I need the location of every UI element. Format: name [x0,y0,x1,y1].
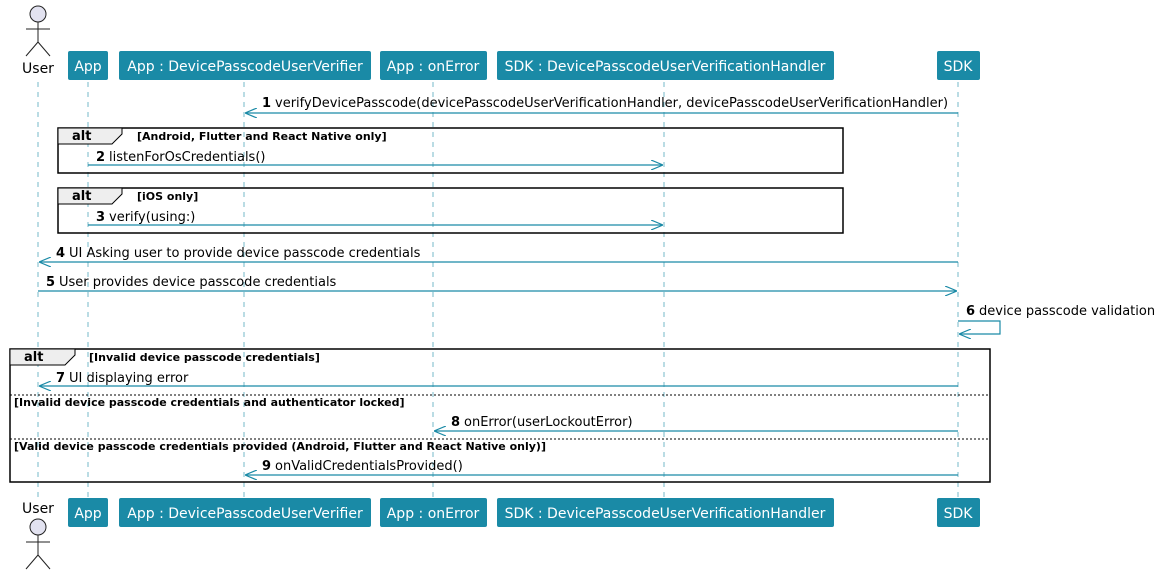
message-label-6: device passcode validation [979,304,1156,319]
participant-sdk-bottom [937,498,980,527]
actor-leg-left [26,42,38,56]
participant-label-onerror: App : onError [386,59,480,75]
else-condition: [Valid device passcode credentials provided (Android, Flutter and React Native only)] [14,440,546,453]
participant-label-sdk: SDK [943,59,973,75]
participant-label-app-bottom: App [74,506,102,522]
message-arrow-6 [958,321,1000,334]
messages [38,96,1155,475]
participant-app-top [68,51,108,80]
message-label-2: listenForOsCredentials() [109,150,266,165]
participant-onerror-top [380,51,487,80]
participant-handler-bottom [497,498,834,527]
message-label-4: UI Asking user to provide device passcode credentials [69,246,421,261]
actor-head [30,519,46,535]
participant-label-handler: SDK : DevicePasscodeUserVerificationHandler [504,59,826,75]
actor-leg-right [38,555,50,569]
message-number-6: 6 [966,304,976,319]
participant-label-user-bottom: User [22,501,54,517]
actor-leg-right [38,42,50,56]
message-label-7: UI displaying error [69,371,189,386]
participant-sdk-top [937,51,980,80]
participant-onerror-bottom [380,498,487,527]
participant-label-app: App [74,59,102,75]
message-number-3: 3 [96,210,106,225]
actor-user-bottom [22,501,54,569]
message-label-5: User provides device passcode credentials [59,275,337,290]
participant-label-sdk-bottom: SDK [943,506,973,522]
actor-head [30,6,46,22]
participant-verifier-bottom [119,498,371,527]
actor-leg-left [26,555,38,569]
message-label-1: verifyDevicePasscode(devicePasscodeUserVerificationHandler, devicePasscodeUserVerificationHandler) [275,96,949,111]
message-label-3: verify(using:) [109,210,196,225]
participants-top [22,6,980,80]
fragment-condition: [iOS only] [137,190,199,203]
message-number-8: 8 [451,415,461,430]
actor-user-top [22,6,54,77]
message-number-1: 1 [262,96,272,111]
else-condition: [Invalid device passcode credentials and authenticator locked] [14,396,405,409]
participant-label-handler-bottom: SDK : DevicePasscodeUserVerificationHandler [504,506,826,522]
message-number-9: 9 [262,459,272,474]
participants-bottom [22,498,980,569]
fragment-keyword: alt [24,350,44,365]
message-number-2: 2 [96,150,106,165]
message-label-9: onValidCredentialsProvided() [275,459,463,474]
participant-label-onerror-bottom: App : onError [386,506,480,522]
participant-label-user: User [22,61,54,77]
participant-handler-top [497,51,834,80]
message-number-4: 4 [56,246,66,261]
fragment-keyword: alt [72,129,92,144]
fragment-condition: [Android, Flutter and React Native only] [137,130,387,143]
fragment-condition: [Invalid device passcode credentials] [89,351,320,364]
participant-label-verifier-bottom: App : DevicePasscodeUserVerifier [127,506,363,522]
message-number-5: 5 [46,275,56,290]
participant-app-bottom [68,498,108,527]
fragment-keyword: alt [72,189,92,204]
participant-verifier-top [119,51,371,80]
message-label-8: onError(userLockoutError) [464,415,633,430]
participant-label-verifier: App : DevicePasscodeUserVerifier [127,59,363,75]
message-number-7: 7 [56,371,66,386]
